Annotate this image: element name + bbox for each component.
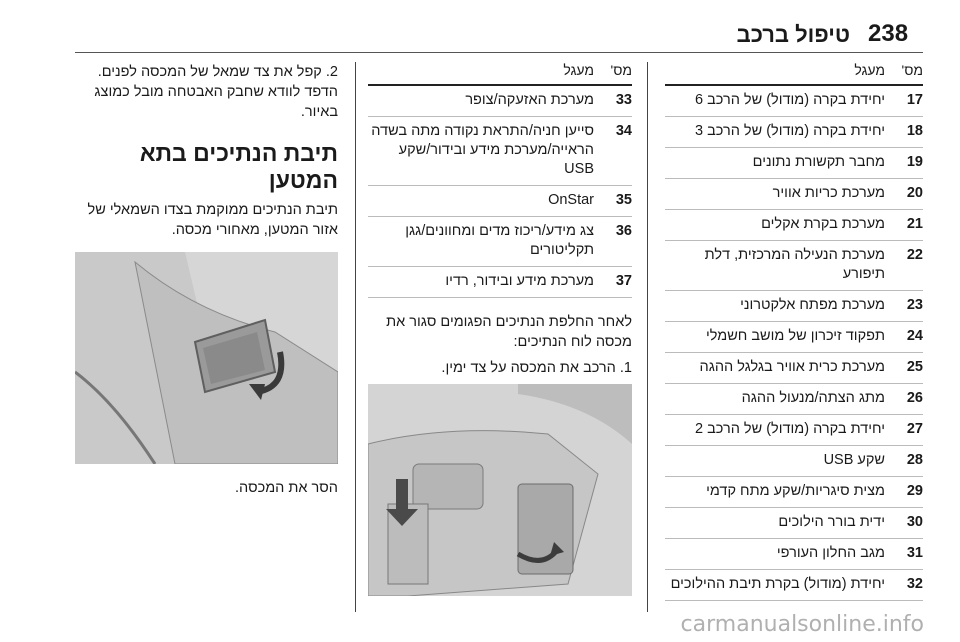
section-title: טיפול ברכב bbox=[736, 22, 850, 47]
table-row bbox=[665, 148, 923, 179]
table-row bbox=[368, 86, 632, 117]
table-row bbox=[665, 117, 923, 148]
fuse-circuit: תפקוד זיכרון של מושב חשמלי bbox=[705, 328, 885, 344]
fuse-circuit: מגב החלון העורפי bbox=[776, 545, 885, 561]
fuse-number: 37 bbox=[615, 273, 632, 289]
fuse-number: 29 bbox=[906, 483, 923, 499]
fuse-number: 23 bbox=[906, 297, 923, 313]
table-row bbox=[368, 117, 632, 186]
fuse-circuit: מערכת בקרת אקלים bbox=[761, 216, 885, 232]
table-row bbox=[665, 570, 923, 601]
table-row bbox=[665, 241, 923, 291]
table-row bbox=[665, 415, 923, 446]
fuse-number: 20 bbox=[906, 185, 923, 201]
fuse-number: 22 bbox=[906, 247, 923, 263]
fuse-number: 27 bbox=[906, 421, 923, 437]
fuse-number: 32 bbox=[906, 576, 923, 592]
table-row bbox=[665, 384, 923, 415]
section-heading: תיבת הנתיכים בתא המטען bbox=[139, 140, 338, 193]
watermark: carmanualsonline.info bbox=[680, 612, 924, 637]
fuse-circuit: מחבר תקשורת נתונים bbox=[752, 154, 885, 170]
table-row bbox=[665, 446, 923, 477]
fuse-table-first bbox=[665, 62, 923, 601]
fuse-circuit: מערכת כריות אוויר bbox=[772, 185, 885, 201]
figure-caption: הסר את המכסה. bbox=[235, 480, 338, 496]
fuse-circuit: יחידת בקרה (מודול) של הרכב 2 bbox=[695, 421, 885, 437]
fuse-circuit: שקע USB bbox=[823, 452, 885, 468]
fuse-number: 26 bbox=[906, 390, 923, 406]
middle-column bbox=[368, 62, 632, 596]
fuse-number: 31 bbox=[906, 545, 923, 561]
fuse-number: 34 bbox=[615, 123, 632, 139]
fuse-number: 18 bbox=[906, 123, 923, 139]
header-divider bbox=[75, 52, 923, 53]
fuse-number: 17 bbox=[906, 92, 923, 108]
table-row bbox=[665, 508, 923, 539]
table-row bbox=[665, 539, 923, 570]
fuse-circuit: מערכת האזעקה/צופר bbox=[465, 92, 594, 108]
header-num: מס' bbox=[901, 62, 923, 78]
page-number: 238 bbox=[868, 20, 909, 47]
fuse-circuit: מצית סיגריות/שקע מתח קדמי bbox=[706, 483, 885, 499]
table-row bbox=[665, 477, 923, 508]
right-column bbox=[75, 62, 338, 498]
table-header bbox=[368, 62, 632, 86]
fuse-number: 25 bbox=[906, 359, 923, 375]
fuse-number: 21 bbox=[906, 216, 923, 232]
table-header bbox=[665, 62, 923, 86]
fuse-number: 33 bbox=[615, 92, 632, 108]
fuse-circuit: צג מידע/ריכוז מדים ומחוונים/גגן תקליטורים bbox=[405, 223, 594, 258]
fuse-circuit: סייען חניה/התראת נקודה מתה בשדה הראייה/מערכת מידע ובידור/שקע USB bbox=[371, 123, 594, 177]
table-row bbox=[368, 217, 632, 267]
header-circuit: מעגל bbox=[854, 62, 885, 78]
step-1: 1. הרכב את המכסה על צד ימין. bbox=[441, 360, 632, 376]
table-row bbox=[368, 186, 632, 217]
header-num: מס' bbox=[610, 62, 632, 78]
trunk-image bbox=[75, 252, 338, 464]
trunk-fuse-illustration bbox=[75, 252, 338, 464]
fuse-number: 36 bbox=[615, 223, 632, 239]
fuse-circuit: יחידת (מודול) בקרת תיבת ההילוכים bbox=[670, 576, 885, 592]
fuse-circuit: יחידת בקרה (מודול) של הרכב 6 bbox=[695, 92, 885, 108]
header-circuit: מעגל bbox=[563, 62, 594, 78]
fuse-circuit: מערכת מידע ובידור, רדיו bbox=[445, 273, 594, 289]
column-divider bbox=[647, 62, 648, 612]
table-row bbox=[665, 210, 923, 241]
fuse-circuit: מערכת הנעילה המרכזית, דלת תיפורע bbox=[704, 247, 885, 282]
dashboard-image bbox=[368, 384, 632, 596]
step-2: 2. קפל את צד שמאל של המכסה לפנים. הדפד לוודא שחבק האבטחה מובל כמוצג באיור. bbox=[94, 64, 338, 120]
fuse-circuit: מערכת כרית אוויר בגלגל ההגה bbox=[699, 359, 885, 375]
fuse-number: 24 bbox=[906, 328, 923, 344]
table-row bbox=[665, 86, 923, 117]
fuse-number: 30 bbox=[906, 514, 923, 530]
fuse-circuit: יחידת בקרה (מודול) של הרכב 3 bbox=[695, 123, 885, 139]
table-row bbox=[665, 291, 923, 322]
table-row bbox=[368, 267, 632, 298]
fuse-circuit: מערכת מפתח אלקטרוני bbox=[740, 297, 885, 313]
fuse-circuit: ידית בורר הילוכים bbox=[778, 514, 885, 530]
fuse-number: 19 bbox=[906, 154, 923, 170]
fuse-circuit: מתג הצתה/מנעול ההגה bbox=[741, 390, 885, 406]
section-paragraph: תיבת הנתיכים ממוקמת בצדו השמאלי של אזור המטען, מאחורי מכסה. bbox=[87, 202, 338, 238]
table-row bbox=[665, 322, 923, 353]
table-row bbox=[665, 353, 923, 384]
column-divider bbox=[355, 62, 356, 612]
fuse-cover-illustration bbox=[368, 384, 632, 596]
fuse-circuit: OnStar bbox=[548, 192, 594, 208]
replace-instructions: לאחר החלפת הנתיכים הפגומים סגור את מכסה לוח הנתיכים: bbox=[386, 314, 632, 350]
fuse-number: 35 bbox=[615, 192, 632, 208]
fuse-number: 28 bbox=[906, 452, 923, 468]
table-row bbox=[665, 179, 923, 210]
